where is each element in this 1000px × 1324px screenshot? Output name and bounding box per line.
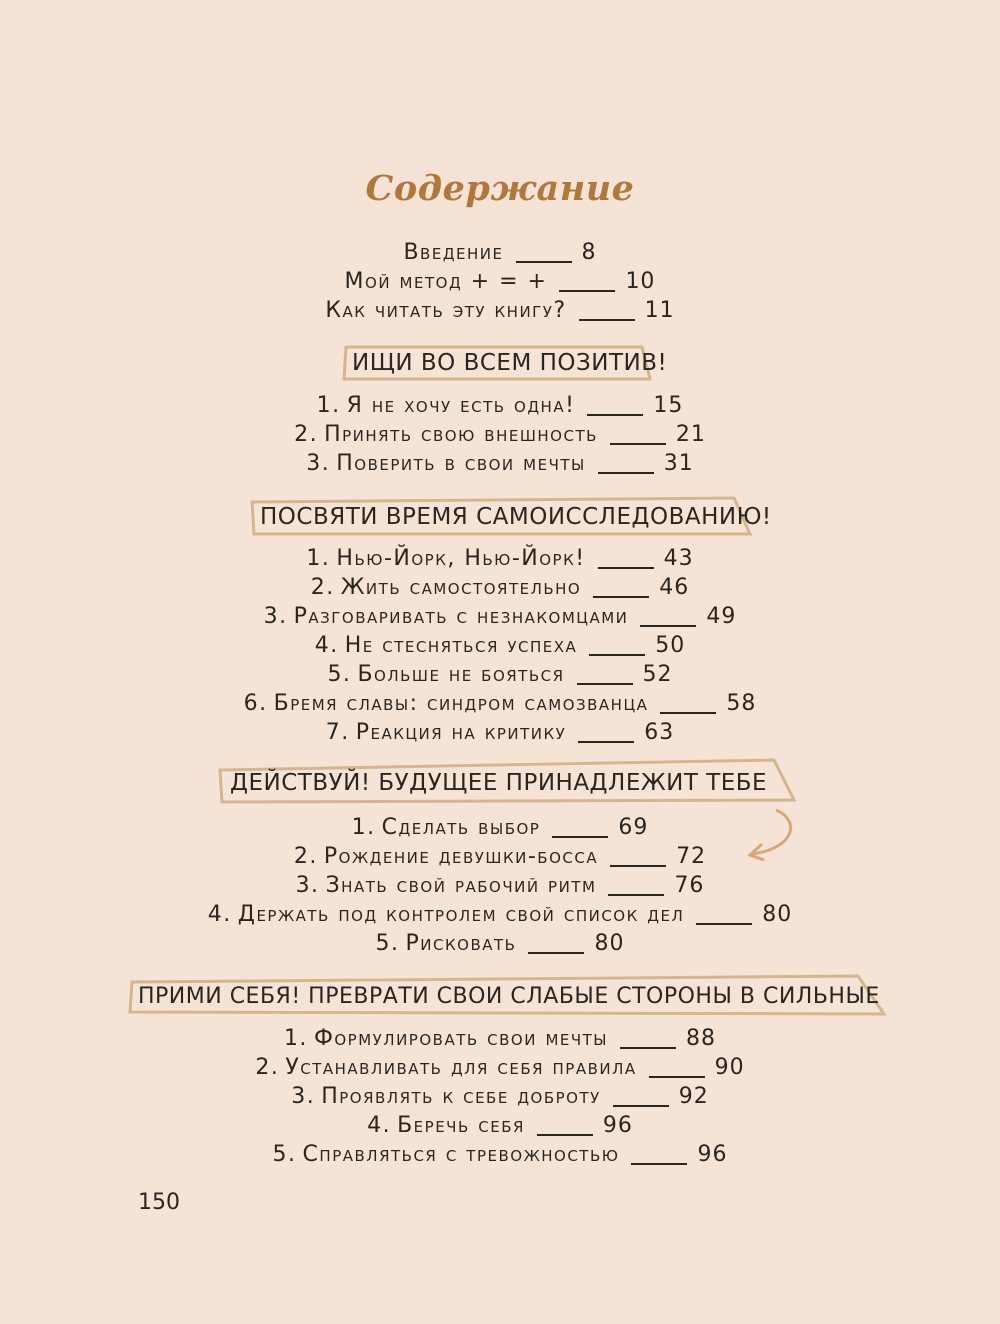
leader-line xyxy=(578,741,634,743)
entry-page: 69 xyxy=(618,815,649,840)
toc-entry xyxy=(0,872,1000,900)
toc-entry xyxy=(0,450,1000,478)
entry-page: 80 xyxy=(594,931,625,956)
toc-entry xyxy=(0,1112,1000,1140)
leader-line xyxy=(608,894,664,896)
entry-text: Мой метод + = + xyxy=(344,269,548,294)
entry-number: 1. xyxy=(306,546,331,571)
entry-text: Как читать эту книгу? xyxy=(325,298,567,323)
leader-line xyxy=(598,567,654,569)
entry-number: 4. xyxy=(207,902,232,927)
entry-page: 96 xyxy=(697,1142,728,1167)
entry-number: 2. xyxy=(310,575,335,600)
entry-number: 7. xyxy=(325,720,350,745)
toc-entry xyxy=(0,392,1000,420)
entry-page: 52 xyxy=(642,662,673,687)
entry-text: Беречь себя xyxy=(397,1113,525,1138)
entry-number: 2. xyxy=(255,1055,280,1080)
toc-entry xyxy=(0,901,1000,929)
toc-entry xyxy=(0,843,1000,871)
entry-number: 5. xyxy=(327,662,352,687)
entry-page: 31 xyxy=(663,451,694,476)
section-heading: ДЕЙСТВУЙ! БУДУЩЕЕ ПРИНАДЛЕЖИТ ТЕБЕ xyxy=(230,770,768,796)
leader-line xyxy=(620,1047,676,1049)
toc-entry xyxy=(0,268,1000,296)
entry-text: Введение xyxy=(403,240,504,265)
leader-line xyxy=(587,414,643,416)
toc-entry xyxy=(0,690,1000,718)
leader-line xyxy=(589,654,645,656)
entry-text: Принять свою внешность xyxy=(324,422,598,447)
entry-page: 80 xyxy=(762,902,793,927)
leader-line xyxy=(593,596,649,598)
leader-line xyxy=(649,1076,705,1078)
entry-number: 3. xyxy=(306,451,331,476)
entry-page: 58 xyxy=(726,691,757,716)
entry-page: 92 xyxy=(678,1084,709,1109)
entry-text: Нью-Йорк, Нью-Йорк! xyxy=(336,546,586,571)
toc-entry xyxy=(0,1025,1000,1053)
entry-number: 1. xyxy=(283,1026,308,1051)
entry-text: Рождение девушки-босса xyxy=(323,844,599,869)
entry-text: Знать свой рабочий ритм xyxy=(325,873,597,898)
entry-page: 96 xyxy=(602,1113,633,1138)
entry-page: 8 xyxy=(581,240,597,265)
page-title: Содержание xyxy=(365,168,635,209)
leader-line xyxy=(660,712,716,714)
entry-text: Устанавливать для себя правила xyxy=(285,1055,637,1080)
toc-entry xyxy=(0,1054,1000,1082)
entry-number: 2. xyxy=(293,844,318,869)
entry-text: Не стесняться успеха xyxy=(344,633,578,658)
entry-text: Рисковать xyxy=(405,931,517,956)
entry-page: 49 xyxy=(706,604,737,629)
toc-entry xyxy=(0,1083,1000,1111)
toc-entry xyxy=(0,814,1000,842)
toc-entry xyxy=(0,603,1000,631)
entry-number: 3. xyxy=(263,604,288,629)
section-banner-1 xyxy=(342,345,668,381)
leader-line xyxy=(559,290,615,292)
entry-page: 90 xyxy=(714,1055,745,1080)
entry-text: Справляться с тревожностью xyxy=(302,1142,620,1167)
leader-line xyxy=(577,683,633,685)
toc-entry xyxy=(0,297,1000,325)
entry-page: 43 xyxy=(663,546,694,571)
section-banner-2 xyxy=(250,498,772,536)
entry-page: 15 xyxy=(653,393,684,418)
leader-line xyxy=(528,952,584,954)
toc-entry xyxy=(0,930,1000,958)
entry-number: 6. xyxy=(243,691,268,716)
entry-page: 21 xyxy=(675,422,706,447)
leader-line xyxy=(537,1134,593,1136)
toc-entry xyxy=(0,1141,1000,1169)
section-banner-4 xyxy=(128,976,886,1016)
entry-text: Жить самостоятельно xyxy=(340,575,582,600)
leader-line xyxy=(610,443,666,445)
leader-line xyxy=(598,472,654,474)
toc-entry xyxy=(0,719,1000,747)
leader-line xyxy=(516,261,572,263)
entry-text: Разговаривать с незнакомцами xyxy=(293,604,629,629)
entry-page: 11 xyxy=(644,298,675,323)
entry-page: 76 xyxy=(674,873,705,898)
entry-page: 50 xyxy=(655,633,686,658)
entry-text: Проявлять к себе доброту xyxy=(321,1084,601,1109)
entry-text: Держать под контролем свой список дел xyxy=(237,902,685,927)
section-heading: ПРИМИ СЕБЯ! ПРЕВРАТИ СВОИ СЛАБЫЕ СТОРОНЫ В СИЛЬНЫЕ xyxy=(138,984,880,1009)
entry-number: 3. xyxy=(291,1084,316,1109)
entry-text: Я не хочу есть одна! xyxy=(346,393,576,418)
entry-number: 5. xyxy=(375,931,400,956)
leader-line xyxy=(610,865,666,867)
toc-entry xyxy=(0,239,1000,267)
entry-number: 1. xyxy=(316,393,341,418)
leader-line xyxy=(640,625,696,627)
entry-number: 1. xyxy=(351,815,376,840)
section-heading: ПОСВЯТИ ВРЕМЯ САМОИССЛЕДОВАНИЮ! xyxy=(260,504,772,530)
entry-text: Бремя славы: синдром самозванца xyxy=(273,691,649,716)
entry-number: 2. xyxy=(294,422,319,447)
section-banner-3 xyxy=(218,760,796,802)
entry-number: 5. xyxy=(272,1142,297,1167)
leader-line xyxy=(696,923,752,925)
section-heading: ИЩИ ВО ВСЕМ ПОЗИТИВ! xyxy=(352,350,668,376)
entry-number: 4. xyxy=(367,1113,392,1138)
entry-number: 3. xyxy=(295,873,320,898)
entry-text: Формулировать свои мечты xyxy=(313,1026,609,1051)
entry-number: 4. xyxy=(314,633,339,658)
leader-line xyxy=(579,319,635,321)
toc-entry xyxy=(0,632,1000,660)
entry-text: Сделать выбор xyxy=(381,815,541,840)
entry-page: 88 xyxy=(686,1026,717,1051)
entry-page: 10 xyxy=(625,269,656,294)
entry-text: Больше не бояться xyxy=(357,662,565,687)
toc-entry xyxy=(0,574,1000,602)
entry-text: Поверить в свои мечты xyxy=(336,451,586,476)
leader-line xyxy=(631,1163,687,1165)
toc-entry xyxy=(0,545,1000,573)
entry-text: Реакция на критику xyxy=(355,720,567,745)
leader-line xyxy=(613,1105,669,1107)
entry-page: 46 xyxy=(659,575,690,600)
leader-line xyxy=(552,836,608,838)
toc-entry xyxy=(0,661,1000,689)
toc-entry xyxy=(0,421,1000,449)
entry-page: 63 xyxy=(644,720,675,745)
entry-page: 72 xyxy=(676,844,707,869)
page-number: 150 xyxy=(138,1190,180,1215)
